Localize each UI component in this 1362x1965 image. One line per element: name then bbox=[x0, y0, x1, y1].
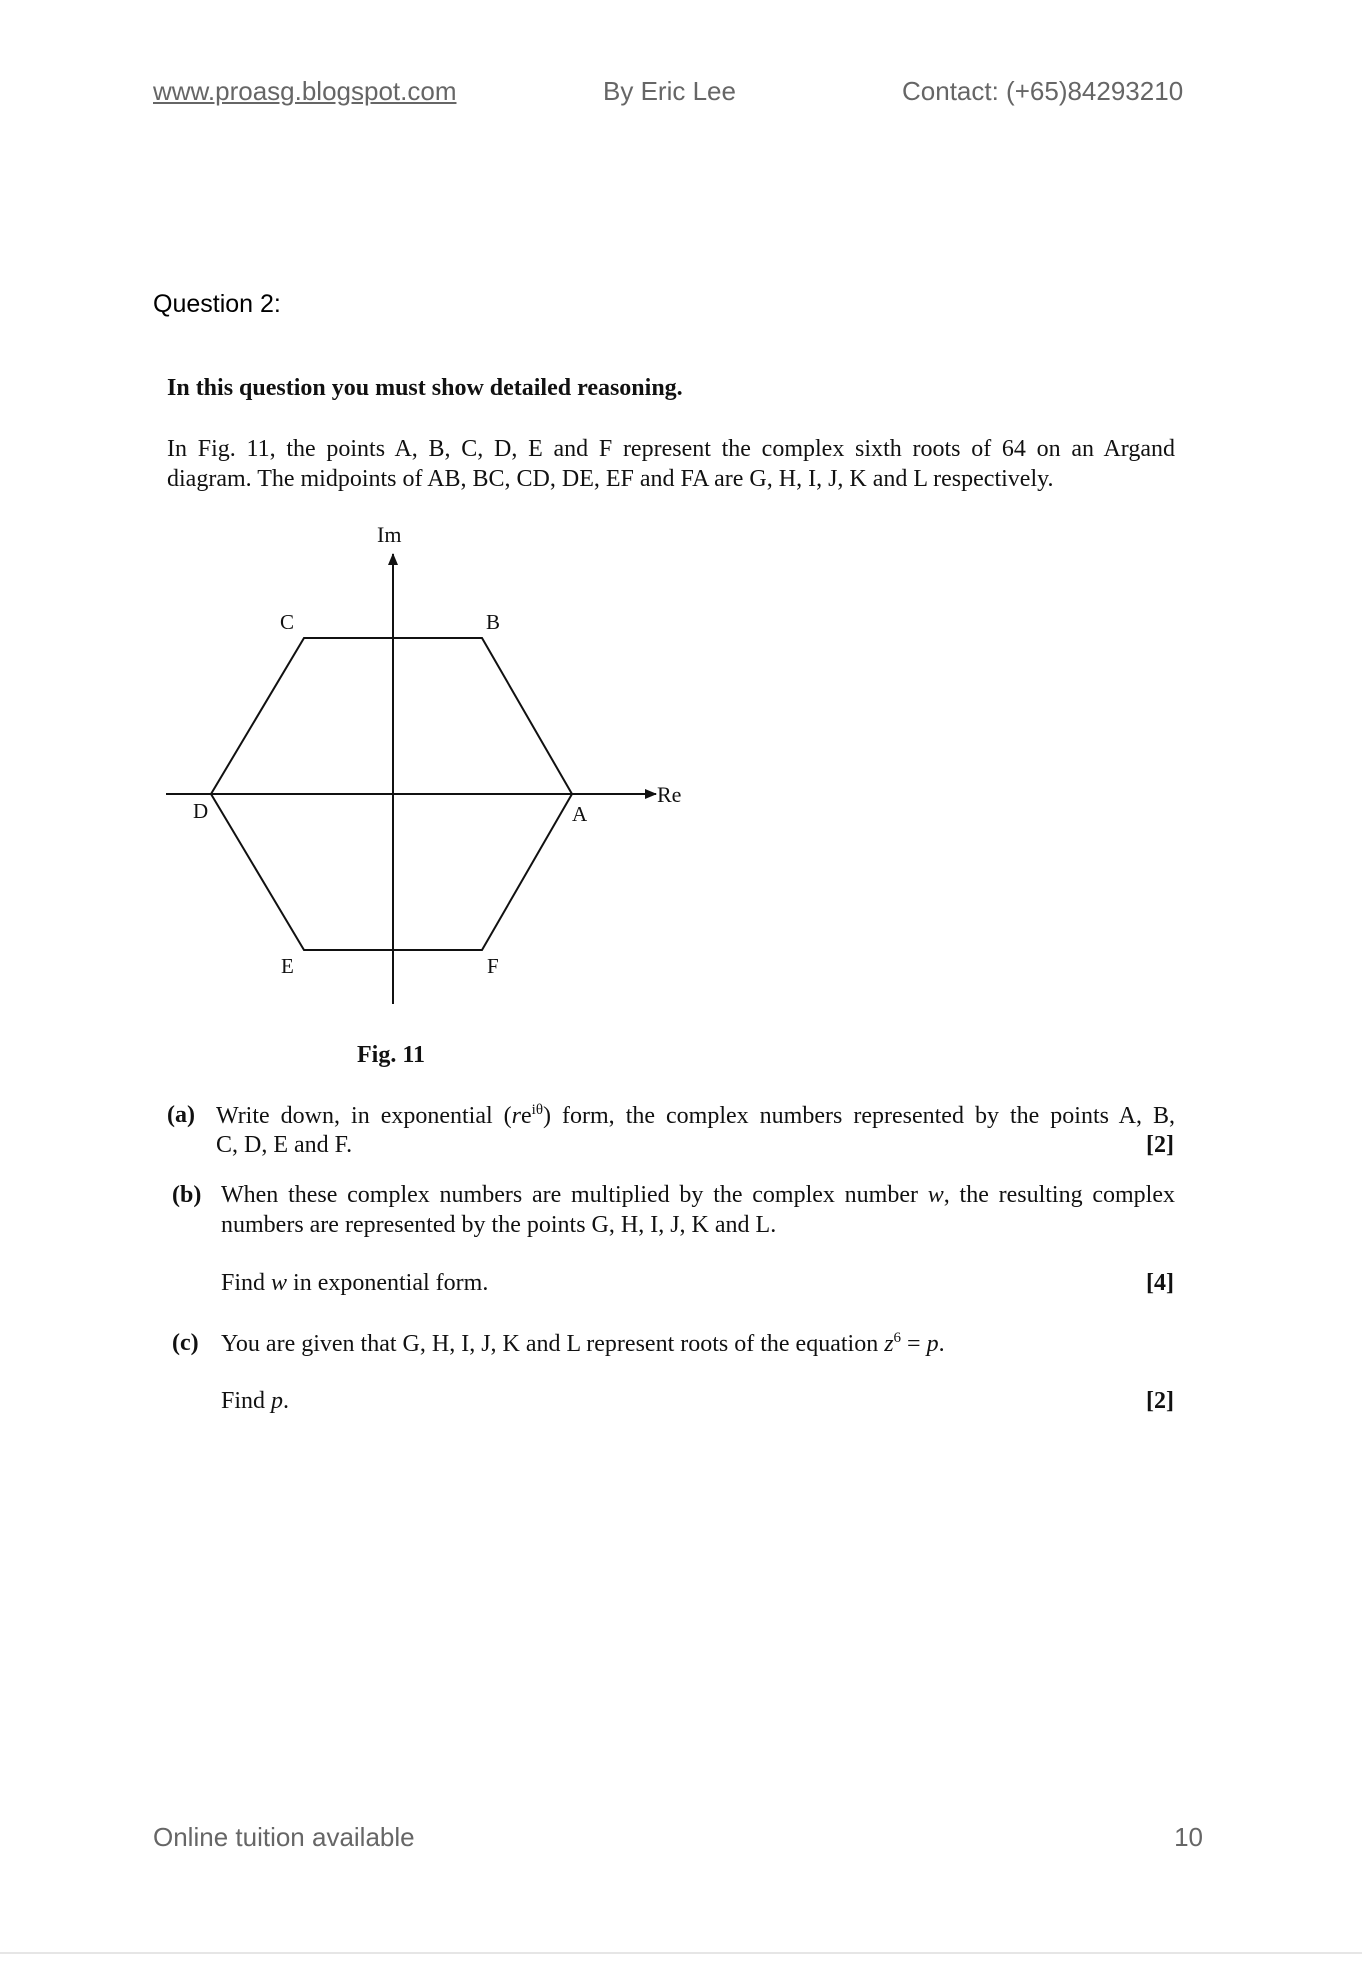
point-label-c: C bbox=[280, 610, 295, 634]
axis-label-im: Im bbox=[377, 522, 402, 547]
point-label-a: A bbox=[572, 802, 588, 826]
point-label-d: D bbox=[193, 799, 209, 823]
part-c-marks: [2] bbox=[1146, 1388, 1174, 1414]
author-text: By Eric Lee bbox=[603, 76, 736, 106]
question-title: Question 2: bbox=[153, 290, 281, 318]
question-intro bbox=[167, 434, 1175, 494]
argand-diagram bbox=[160, 518, 720, 1018]
footer-tuition-text: Online tuition available bbox=[153, 1822, 415, 1852]
page-bottom-divider bbox=[0, 1952, 1362, 1954]
part-c-find-text: Find p. bbox=[221, 1388, 290, 1414]
part-c-label: (c) bbox=[172, 1330, 199, 1356]
part-b-text-line-2: numbers are represented by the points G, H, I, J, K and L. bbox=[221, 1212, 777, 1238]
part-a-text-line-2: C, D, E and F. bbox=[216, 1132, 353, 1158]
point-label-b: B bbox=[486, 610, 501, 634]
part-b-marks: [4] bbox=[1146, 1270, 1174, 1296]
intro-line-2: diagram. The midpoints of AB, BC, CD, DE, EF and FA are G, H, I, J, K and L respectively. bbox=[167, 466, 1054, 492]
part-a-text-line-1: Write down, in exponential $(re^{i\theta})$ form, the complex numbers represented by the points A, B, bbox=[216, 1102, 1176, 1129]
website-link[interactable]: www.proasg.blogspot.com bbox=[153, 76, 457, 106]
contact-text: Contact: (+65)84293210 bbox=[902, 76, 1184, 106]
axis-label-re: Re bbox=[657, 782, 682, 807]
part-a-marks: [2] bbox=[1146, 1132, 1174, 1158]
point-label-f: F bbox=[487, 954, 499, 978]
part-c-text-line-1: You are given that G, H, I, J, K and L represent roots of the equation $z^6 = p$. bbox=[221, 1330, 945, 1357]
figure-caption: Fig. 11 bbox=[357, 1042, 426, 1068]
point-label-e: E bbox=[281, 954, 294, 978]
part-b-find-text: Find w in exponential form. bbox=[221, 1270, 489, 1296]
question-instruction: In this question you must show detailed reasoning. bbox=[167, 375, 683, 401]
part-b-text-line-1: When these complex numbers are multiplied by the complex number w, the resulting complex bbox=[221, 1182, 1175, 1208]
part-b-label: (b) bbox=[172, 1182, 202, 1208]
page-number: 10 bbox=[1174, 1822, 1203, 1852]
part-a-label: (a) bbox=[167, 1102, 195, 1128]
intro-line-1: In Fig. 11, the points A, B, C, D, E and F represent the complex sixth roots of 64 on an Argand bbox=[167, 436, 1175, 462]
